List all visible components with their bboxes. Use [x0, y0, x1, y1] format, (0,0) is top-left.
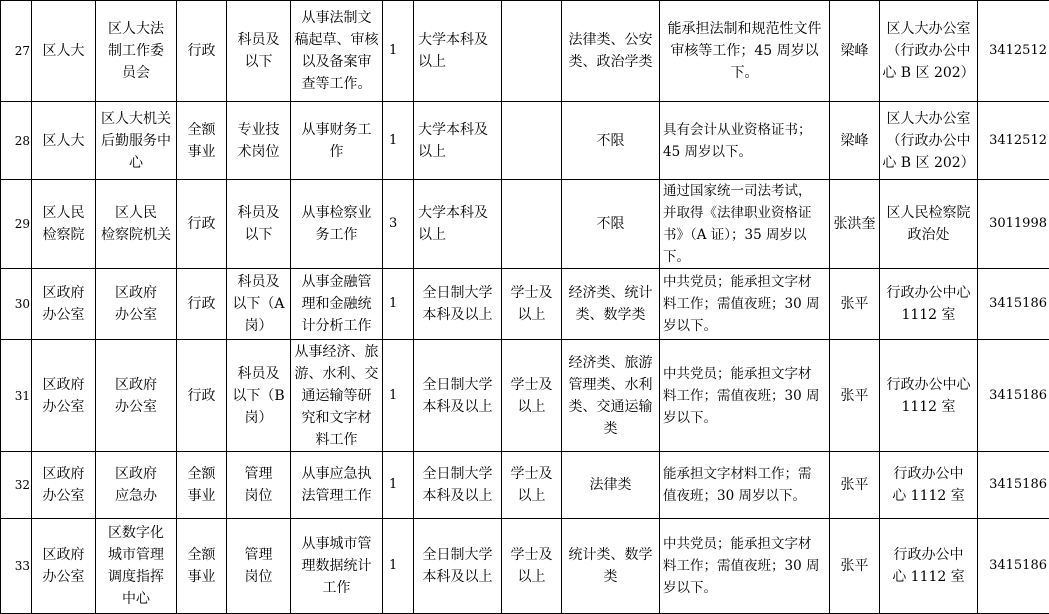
nature-cell: 行政: [177, 180, 227, 269]
table-body: [1, 1, 1049, 614]
major-cell: 经济类、统计 类、数学类: [562, 269, 660, 340]
office-cell: 区人大办公室 （行政办公中 心 B 区 202）: [880, 1, 978, 102]
office-cell: 区人大办公室 （行政办公中 心 B 区 202）: [880, 102, 978, 180]
unit-cell: 区政府 办公室: [96, 340, 177, 452]
education-cell: 大学本科及 以上: [414, 180, 502, 269]
count-cell: 3: [383, 180, 414, 269]
level-cell: 科员及 以下: [227, 180, 291, 269]
major-cell: 不限: [562, 180, 660, 269]
major-cell: 经济类、旅游 管理类、水利 类、交通运输 类: [562, 340, 660, 452]
table-row: [1, 180, 1049, 269]
requirements-cell: 能承担法制和规范性文件 审核等工作；45 周岁以 下。: [660, 1, 830, 102]
requirements-cell: 具有会计从业资格证书； 45 周岁以下。: [660, 102, 830, 180]
unit-cell: 区人大机关 后勤服务中 心: [96, 102, 177, 180]
major-cell: 统计类、数学 类: [562, 519, 660, 614]
contact-cell: 张平: [830, 519, 880, 614]
duty-cell: 从事城市管 理数据统计 工作: [291, 519, 383, 614]
level-cell: 专业技 术岗位: [227, 102, 291, 180]
level-cell: 科员及 以下: [227, 1, 291, 102]
education-cell: 全日制大学 本科及以上: [414, 452, 502, 519]
phone-cell: 3415186: [978, 452, 1049, 519]
unit-cell: 区政府 办公室: [96, 269, 177, 340]
count-cell: 1: [383, 102, 414, 180]
duty-cell: 从事财务工 作: [291, 102, 383, 180]
education-cell: 全日制大学 本科及以上: [414, 269, 502, 340]
degree-cell: 学士及 以上: [502, 340, 562, 452]
education-cell: 大学本科及 以上: [414, 102, 502, 180]
phone-cell: 3412512: [978, 1, 1049, 102]
major-cell: 法律类、公安 类、政治学类: [562, 1, 660, 102]
office-cell: 行政办公中心 1112 室: [880, 269, 978, 340]
office-cell: 区人民检察院 政治处: [880, 180, 978, 269]
dept-cell: 区人大: [32, 102, 96, 180]
unit-cell: 区人民 检察院机关: [96, 180, 177, 269]
dept-cell: 区政府 办公室: [32, 452, 96, 519]
duty-cell: 从事检察业 务工作: [291, 180, 383, 269]
contact-cell: 梁峰: [830, 1, 880, 102]
dept-cell: 区人大: [32, 1, 96, 102]
contact-cell: 张平: [830, 452, 880, 519]
phone-cell: 3415186: [978, 340, 1049, 452]
nature-cell: 行政: [177, 269, 227, 340]
dept-cell: 区政府 办公室: [32, 519, 96, 614]
table-row: [1, 340, 1049, 452]
count-cell: 1: [383, 269, 414, 340]
office-cell: 行政办公中 心 1112 室: [880, 519, 978, 614]
contact-cell: 张洪奎: [830, 180, 880, 269]
seq-cell: 32: [1, 452, 32, 519]
table-row: [1, 452, 1049, 519]
seq-cell: 33: [1, 519, 32, 614]
dept-cell: 区政府 办公室: [32, 269, 96, 340]
level-cell: 科员及 以下（B 岗）: [227, 340, 291, 452]
nature-cell: 全额 事业: [177, 452, 227, 519]
degree-cell: [502, 1, 562, 102]
seq-cell: 27: [1, 1, 32, 102]
unit-cell: 区数字化 城市管理 调度指挥 中心: [96, 519, 177, 614]
duty-cell: 从事经济、旅 游、水利、交 通运输等研 究和文字材 料工作: [291, 340, 383, 452]
education-cell: 大学本科及 以上: [414, 1, 502, 102]
level-cell: 管理 岗位: [227, 452, 291, 519]
phone-cell: 3011998: [978, 180, 1049, 269]
office-cell: 行政办公中心 1112 室: [880, 340, 978, 452]
contact-cell: 张平: [830, 340, 880, 452]
requirements-cell: 通过国家统一司法考试， 并取得《法律职业资格证 书》（A 证）；35 周岁以下。: [660, 180, 830, 269]
count-cell: 1: [383, 519, 414, 614]
degree-cell: [502, 180, 562, 269]
office-cell: 行政办公中 心 1112 室: [880, 452, 978, 519]
count-cell: 1: [383, 340, 414, 452]
phone-cell: 3415186: [978, 269, 1049, 340]
unit-cell: 区人大法 制工作委 员会: [96, 1, 177, 102]
nature-cell: 全额 事业: [177, 102, 227, 180]
requirements-cell: 中共党员；能承担文字材 料工作；需值夜班；30 周 岁以下。: [660, 269, 830, 340]
dept-cell: 区人民 检察院: [32, 180, 96, 269]
dept-cell: 区政府 办公室: [32, 340, 96, 452]
seq-cell: 28: [1, 102, 32, 180]
nature-cell: 行政: [177, 1, 227, 102]
contact-cell: 张平: [830, 269, 880, 340]
contact-cell: 梁峰: [830, 102, 880, 180]
table-row: [1, 102, 1049, 180]
level-cell: 管理 岗位: [227, 519, 291, 614]
nature-cell: 行政: [177, 340, 227, 452]
degree-cell: 学士及 以上: [502, 519, 562, 614]
duty-cell: 从事金融管 理和金融统 计分析工作: [291, 269, 383, 340]
count-cell: 1: [383, 452, 414, 519]
duty-cell: 从事应急执 法管理工作: [291, 452, 383, 519]
phone-cell: 3412512: [978, 102, 1049, 180]
table-row: [1, 269, 1049, 340]
education-cell: 全日制大学 本科及以上: [414, 340, 502, 452]
unit-cell: 区政府 应急办: [96, 452, 177, 519]
table-row: [1, 1, 1049, 102]
duty-cell: 从事法制文 稿起草、审核 以及备案审 查等工作。: [291, 1, 383, 102]
requirements-cell: 能承担文字材料工作；需 值夜班；30 周岁以下。: [660, 452, 830, 519]
level-cell: 科员及 以下（A 岗）: [227, 269, 291, 340]
count-cell: 1: [383, 1, 414, 102]
seq-cell: 29: [1, 180, 32, 269]
seq-cell: 30: [1, 269, 32, 340]
nature-cell: 全额 事业: [177, 519, 227, 614]
table-row: [1, 519, 1049, 614]
major-cell: 不限: [562, 102, 660, 180]
seq-cell: 31: [1, 340, 32, 452]
education-cell: 全日制大学 本科及以上: [414, 519, 502, 614]
requirements-cell: 中共党员；能承担文字材 料工作；需值夜班；30 周 岁以下。: [660, 519, 830, 614]
degree-cell: 学士及 以上: [502, 269, 562, 340]
phone-cell: 3415186: [978, 519, 1049, 614]
requirements-cell: 中共党员；能承担文字材 料工作；需值夜班；30 周 岁以下。: [660, 340, 830, 452]
degree-cell: [502, 102, 562, 180]
degree-cell: 学士及 以上: [502, 452, 562, 519]
major-cell: 法律类: [562, 452, 660, 519]
